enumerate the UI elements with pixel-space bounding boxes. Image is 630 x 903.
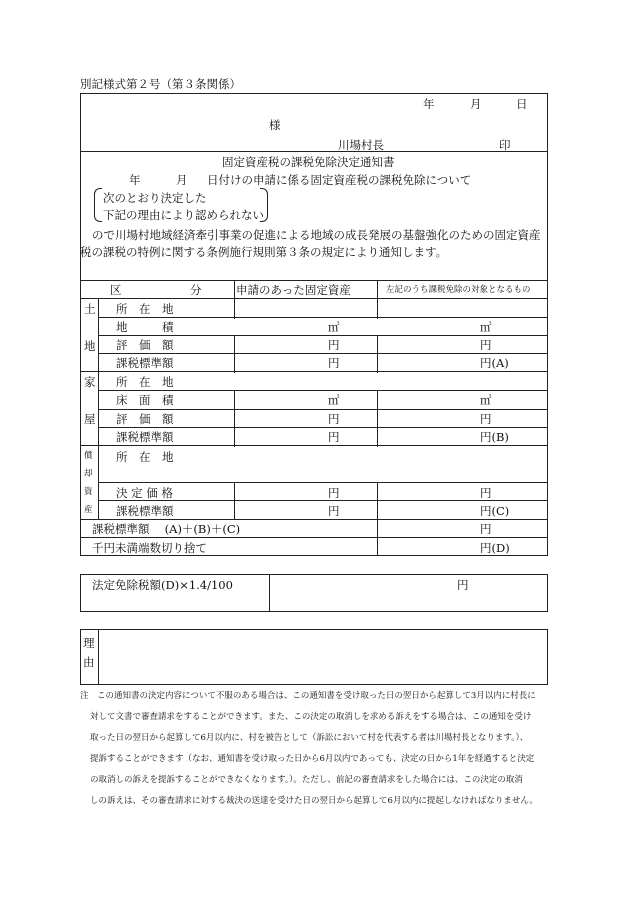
house-location: 所 在 地 xyxy=(116,375,174,389)
note-line: しの訴えは、その審査請求に対する裁決の送達を受けた日の翌日から起算して6月以内に提起しなければなりません。 xyxy=(90,796,538,806)
row-line xyxy=(98,500,548,501)
body-line-1: ので川場村地域経済牽引事業の促進による地域の成長発展の基盤強化のための固定資産 xyxy=(92,228,541,242)
note-line: 対して文書で審査請求をすることができます。また、この決定の取消しを求める訴えをする場合は、この通知を受け xyxy=(90,712,532,722)
col-line xyxy=(269,574,270,612)
land-tax-base-exempt-a: 円(A) xyxy=(480,356,509,370)
land-area-applied-unit: ㎡ xyxy=(328,320,340,334)
land-area: 地 積 xyxy=(116,320,174,334)
rounded-yen-d: 円(D) xyxy=(480,541,510,555)
issuer-name: 川場村長 xyxy=(338,138,384,152)
row-line xyxy=(98,390,548,391)
row-line xyxy=(98,409,548,410)
land-tax-base-applied-yen: 円 xyxy=(328,356,340,370)
col-line xyxy=(234,335,235,373)
land-valuation-exempt-yen: 円 xyxy=(480,338,492,352)
header-category-2: 分 xyxy=(190,283,202,297)
depreciable-label-1: 償 xyxy=(84,451,93,461)
form-id: 別記様式第２号（第３条関係） xyxy=(80,77,241,91)
decision-option-approved: 次のとおり決定した xyxy=(103,191,207,205)
depreciable-decided-price: 決 定 価 格 xyxy=(116,486,173,500)
row-line xyxy=(98,317,548,318)
land-tax-base: 課税標準額 xyxy=(116,356,174,370)
depreciable-price-exempt-yen: 円 xyxy=(480,486,492,500)
table-top-border xyxy=(80,280,548,281)
house-label-1: 家 xyxy=(84,375,96,389)
note-line: の取消しの訴えを提訴することができなくなります。）。ただし、前記の審査請求をした場合には、この決定の取消 xyxy=(90,775,523,785)
land-location: 所 在 地 xyxy=(116,302,174,316)
col-line xyxy=(98,298,99,519)
intro-month: 月 xyxy=(176,173,188,187)
date-month: 月 xyxy=(470,97,482,111)
house-tax-base: 課税標準額 xyxy=(116,430,174,444)
header-exempt-assets: 左記のうち課税免除の対象となるもの xyxy=(386,285,531,295)
house-valuation-exempt-yen: 円 xyxy=(480,412,492,426)
house-area-applied-unit: ㎡ xyxy=(328,393,340,407)
house-valuation-applied-yen: 円 xyxy=(328,412,340,426)
reason-box xyxy=(80,629,548,685)
col-line xyxy=(377,390,378,447)
note-line: 注 この通知書の決定内容について不服のある場合は、この通知書を受け取った日の翌日から起算して3月以内に村長に xyxy=(80,691,536,701)
house-label-2: 屋 xyxy=(84,412,96,426)
intro-year: 年 xyxy=(129,173,141,187)
depreciable-tax-base: 課税標準額 xyxy=(116,504,174,518)
total-tax-base-yen: 円 xyxy=(480,522,492,536)
col-line xyxy=(234,482,235,519)
house-valuation: 評 価 額 xyxy=(116,412,174,426)
row-line xyxy=(98,427,548,428)
row-line xyxy=(80,371,548,372)
row-line xyxy=(98,335,548,336)
header-applied-assets: 申請のあった固定資産 xyxy=(236,283,351,297)
header-category-1: 区 xyxy=(110,283,122,297)
legal-note xyxy=(80,686,570,812)
col-line xyxy=(234,390,235,447)
row-line xyxy=(98,353,548,354)
document-title: 固定資産税の課税免除決定通知書 xyxy=(222,155,395,169)
house-tax-base-applied-yen: 円 xyxy=(328,430,340,444)
land-valuation-applied-yen: 円 xyxy=(328,338,340,352)
note-line: 提訴することができます（なお、通知書を受け取った日から6月以内であっても、決定の日から1年を経過すると決定 xyxy=(90,754,535,764)
exempt-amount-yen: 円 xyxy=(457,578,469,592)
body-line-2: 税の課税の特例に関する条例施行規則第３条の規定により通知します。 xyxy=(80,245,448,259)
depreciable-location: 所 在 地 xyxy=(116,450,174,464)
total-tax-base-label: 課税標準額 (A)＋(B)＋(C) xyxy=(92,522,241,536)
date-year: 年 xyxy=(423,97,435,111)
land-label-1: 土 xyxy=(84,302,96,316)
decision-option-rejected: 下記の理由により認められない xyxy=(103,208,264,222)
left-bracket xyxy=(94,188,102,222)
row-line xyxy=(80,445,548,446)
land-area-exempt-unit: ㎡ xyxy=(480,320,492,334)
depreciable-price-applied-yen: 円 xyxy=(328,486,340,500)
house-tax-base-exempt-b: 円(B) xyxy=(480,430,509,444)
land-label-2: 地 xyxy=(84,339,96,353)
col-line xyxy=(377,482,378,556)
row-line xyxy=(80,298,548,299)
exempt-amount-label: 法定免除税額(D)×1.4/100 xyxy=(92,578,233,592)
intro-text: 日付けの申請に係る固定資産税の課税免除について xyxy=(207,173,472,187)
date-day: 日 xyxy=(516,97,528,111)
depreciable-tax-base-applied-yen: 円 xyxy=(328,504,340,518)
row-line xyxy=(80,537,548,538)
land-valuation: 評 価 額 xyxy=(116,338,174,352)
col-line xyxy=(234,280,235,319)
depreciable-label-4: 産 xyxy=(84,505,93,515)
rounded-label: 千円未満端数切り捨て xyxy=(92,541,207,555)
depreciable-tax-base-exempt-c: 円(C) xyxy=(480,504,510,518)
addressee-suffix: 様 xyxy=(269,118,281,132)
divider xyxy=(80,151,548,152)
reason-label-1: 理 xyxy=(83,636,95,650)
house-floor-area: 床 面 積 xyxy=(116,393,174,407)
col-line xyxy=(377,280,378,319)
col-line xyxy=(377,335,378,373)
note-line: 取った日の翌日から起算して6月以内に、村を被告として（訴訟において村を代表する者は川場村長となります。）、 xyxy=(90,733,529,743)
row-line xyxy=(98,482,548,483)
depreciable-label-3: 資 xyxy=(84,487,93,497)
reason-label-2: 由 xyxy=(83,655,95,669)
row-line xyxy=(80,519,548,520)
house-area-exempt-unit: ㎡ xyxy=(480,393,492,407)
depreciable-label-2: 却 xyxy=(84,469,93,479)
seal-mark: 印 xyxy=(499,138,511,152)
col-line xyxy=(98,629,99,685)
